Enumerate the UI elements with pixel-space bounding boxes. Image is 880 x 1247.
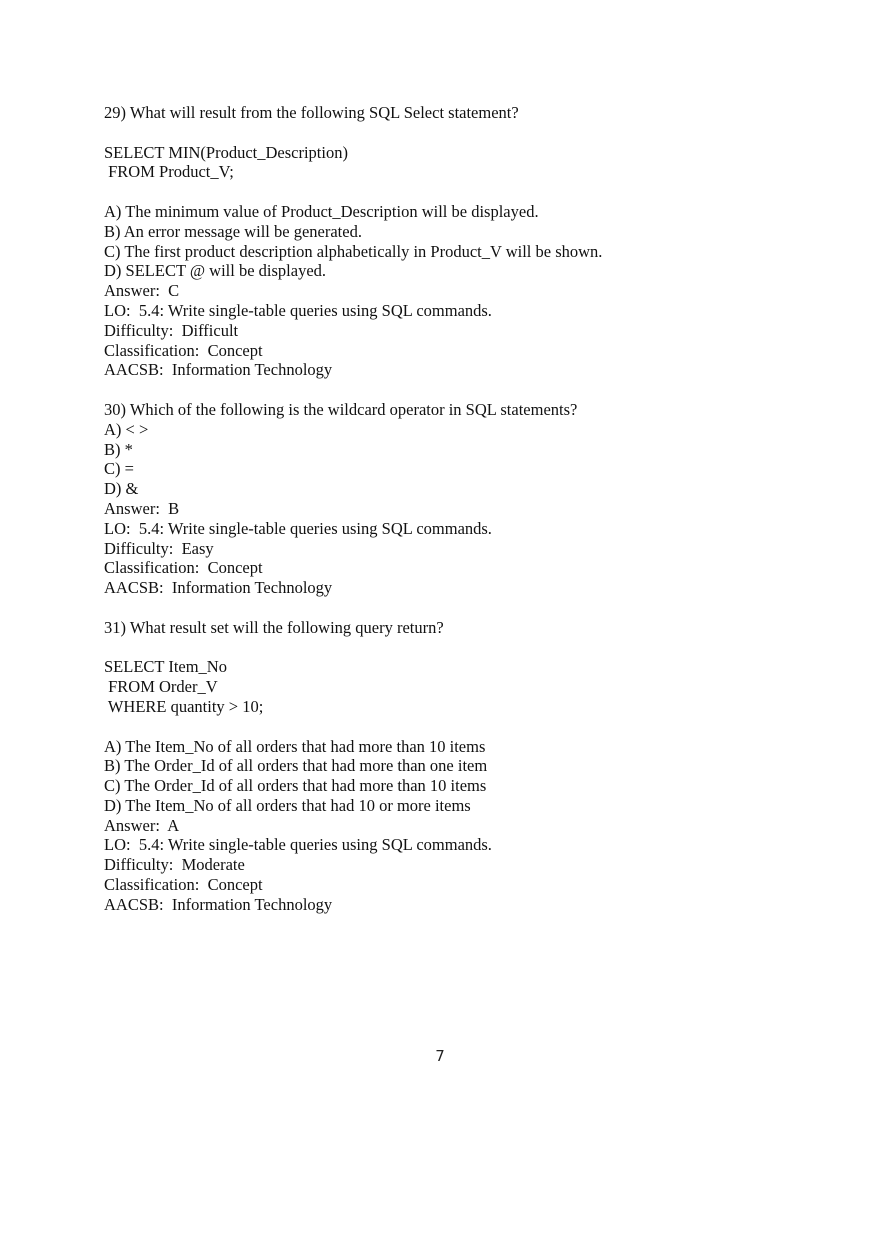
learning-objective: LO: 5.4: Write single-table queries using SQL commands. <box>104 835 492 855</box>
question-stem: 31) What result set will the following query return? <box>104 617 444 637</box>
difficulty: Difficulty: Difficult <box>104 320 239 340</box>
option-d: D) SELECT @ will be displayed. <box>104 261 327 281</box>
page-number: 7 <box>435 1047 445 1065</box>
answer: Answer: C <box>104 281 180 301</box>
sql-code-line: SELECT MIN(Product_Description) <box>104 142 348 162</box>
answer: Answer: A <box>104 815 180 835</box>
option-a: A) < > <box>104 419 149 439</box>
question-31 <box>104 618 844 915</box>
document-page <box>104 103 844 915</box>
aacsb: AACSB: Information Technology <box>104 360 333 380</box>
difficulty: Difficulty: Moderate <box>104 855 245 875</box>
question-29 <box>104 103 844 380</box>
option-b: B) An error message will be generated. <box>104 221 362 241</box>
question-stem: 29) What will result from the following SQL Select statement? <box>104 103 519 122</box>
answer: Answer: B <box>104 498 180 518</box>
classification: Classification: Concept <box>104 340 263 360</box>
option-c: C) The Order_Id of all orders that had more than 10 items <box>104 776 487 796</box>
question-stem: 30) Which of the following is the wildcard operator in SQL statements? <box>104 399 578 419</box>
sql-code-line: FROM Order_V <box>104 677 218 697</box>
option-b: B) The Order_Id of all orders that had more than one item <box>104 756 488 776</box>
aacsb: AACSB: Information Technology <box>104 578 333 598</box>
option-a: A) The Item_No of all orders that had more than 10 items <box>104 736 486 756</box>
option-d: D) The Item_No of all orders that had 10 or more items <box>104 795 471 815</box>
question-30 <box>104 400 844 598</box>
difficulty: Difficulty: Easy <box>104 538 214 558</box>
aacsb: AACSB: Information Technology <box>104 894 333 914</box>
sql-code-line: WHERE quantity > 10; <box>104 696 264 716</box>
sql-code-line: SELECT Item_No <box>104 657 227 677</box>
learning-objective: LO: 5.4: Write single-table queries using SQL commands. <box>104 518 492 538</box>
classification: Classification: Concept <box>104 558 263 578</box>
option-a: A) The minimum value of Product_Description will be displayed. <box>104 201 539 221</box>
option-c: C) = <box>104 459 134 479</box>
option-c: C) The first product description alphabetically in Product_V will be shown. <box>104 241 603 261</box>
option-b: B) * <box>104 439 133 459</box>
classification: Classification: Concept <box>104 875 263 895</box>
learning-objective: LO: 5.4: Write single-table queries using SQL commands. <box>104 300 492 320</box>
sql-code-line: FROM Product_V; <box>104 162 234 182</box>
option-d: D) & <box>104 479 139 499</box>
